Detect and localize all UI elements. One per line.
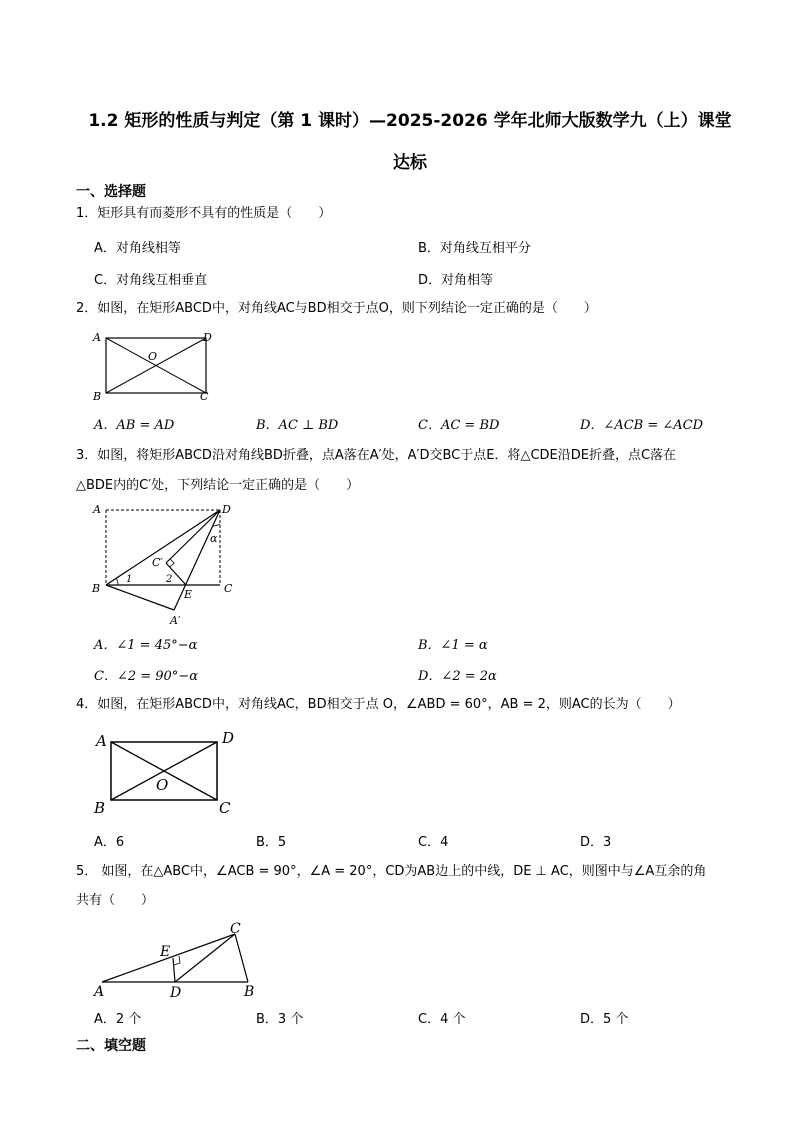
- q3-stem-line-2: △BDE内的C′处，下列结论一定正确的是（ ）: [76, 478, 360, 493]
- q3-stem-line-1: 3．如图，将矩形ABCD沿对角线BD折叠，点A落在A′处，A′D交BC于点E．将△CDE沿DE折叠，点C落在: [76, 448, 677, 463]
- q1-option-a: A．对角线相等: [94, 241, 181, 256]
- q5-label-a: A: [94, 984, 105, 1000]
- q3-label-angle-2: 2: [166, 574, 173, 585]
- section-choice-heading: 一、选择题: [76, 184, 146, 200]
- q5-option-c: C．4 个: [418, 1012, 466, 1027]
- q4-label-o: O: [156, 776, 169, 794]
- q2-rectangle-figure: [88, 326, 218, 406]
- q4-label-a: A: [96, 732, 107, 750]
- q3-label-a-prime: A′: [170, 614, 181, 627]
- q5-stem-line-2: 共有（ ）: [76, 893, 155, 908]
- q3-option-b: B．∠1 = α: [418, 638, 488, 653]
- q5-label-b: B: [244, 984, 255, 1000]
- q3-label-a: A: [93, 503, 101, 516]
- q4-option-b: B．5: [256, 835, 287, 850]
- title-line-1: 1.2 矩形的性质与判定（第 1 课时）—2025-2026 学年北师大版数学九（上）课堂: [88, 111, 732, 131]
- q2-label-d: D: [203, 331, 212, 344]
- q4-rectangle-figure: [90, 726, 250, 821]
- q5-label-c: C: [230, 921, 241, 937]
- q2-option-d: D．∠ACB = ∠ACD: [580, 418, 704, 433]
- q5-triangle-figure: [90, 918, 270, 1000]
- q3-label-alpha: α: [210, 532, 218, 545]
- q2-option-b: B．AC ⊥ BD: [256, 418, 339, 433]
- q5-stem-line-1: 5． 如图，在△ABC中，∠ACB = 90°，∠A = 20°，CD为AB边上的中线，DE ⊥ AC，则图中与∠A互余的角: [76, 864, 707, 879]
- section-fill-in-heading: 二、填空题: [76, 1038, 146, 1054]
- q4-option-c: C．4: [418, 835, 449, 850]
- q4-option-d: D．3: [580, 835, 612, 850]
- q3-label-b: B: [92, 582, 101, 595]
- title-line-2: 达标: [393, 153, 427, 173]
- q4-label-c: C: [219, 799, 231, 817]
- q1-option-c: C．对角线互相垂直: [94, 273, 208, 288]
- q2-label-a: A: [93, 331, 101, 344]
- q5-label-e: E: [160, 944, 171, 960]
- q5-label-d: D: [170, 985, 182, 1000]
- q5-option-d: D．5 个: [580, 1012, 629, 1027]
- q4-label-b: B: [94, 799, 106, 817]
- q2-option-a: A．AB = AD: [94, 418, 175, 433]
- q1-option-d: D．对角相等: [418, 273, 494, 288]
- q3-option-c: C．∠2 = 90°−α: [94, 669, 198, 684]
- q4-option-a: A．6: [94, 835, 125, 850]
- q3-option-a: A．∠1 = 45°−α: [94, 638, 198, 653]
- q3-label-c-prime: C′: [152, 556, 163, 569]
- q3-label-c: C: [224, 582, 233, 595]
- q3-option-d: D．∠2 = 2α: [418, 669, 497, 684]
- q3-label-e: E: [184, 588, 193, 601]
- q4-stem: 4．如图，在矩形ABCD中，对角线AC，BD相交于点 O，∠ABD = 60°，AB = 2，则AC的长为（ ）: [76, 697, 681, 712]
- q2-label-o: O: [148, 350, 158, 363]
- q2-option-c: C．AC = BD: [418, 418, 500, 433]
- q1-stem: 1．矩形具有而菱形不具有的性质是（ ）: [76, 206, 332, 221]
- q3-label-angle-1: 1: [126, 574, 133, 585]
- q5-option-a: A．2 个: [94, 1012, 142, 1027]
- q2-label-b: B: [93, 390, 102, 403]
- q3-label-d: D: [222, 503, 231, 516]
- q4-label-d: D: [222, 729, 235, 747]
- q2-stem: 2．如图，在矩形ABCD中，对角线AC与BD相交于点O，则下列结论一定正确的是（ ）: [76, 301, 597, 316]
- q5-option-b: B．3 个: [256, 1012, 304, 1027]
- q2-label-c: C: [200, 390, 209, 403]
- q1-option-b: B．对角线互相平分: [418, 241, 531, 256]
- q3-fold-figure: [88, 500, 248, 630]
